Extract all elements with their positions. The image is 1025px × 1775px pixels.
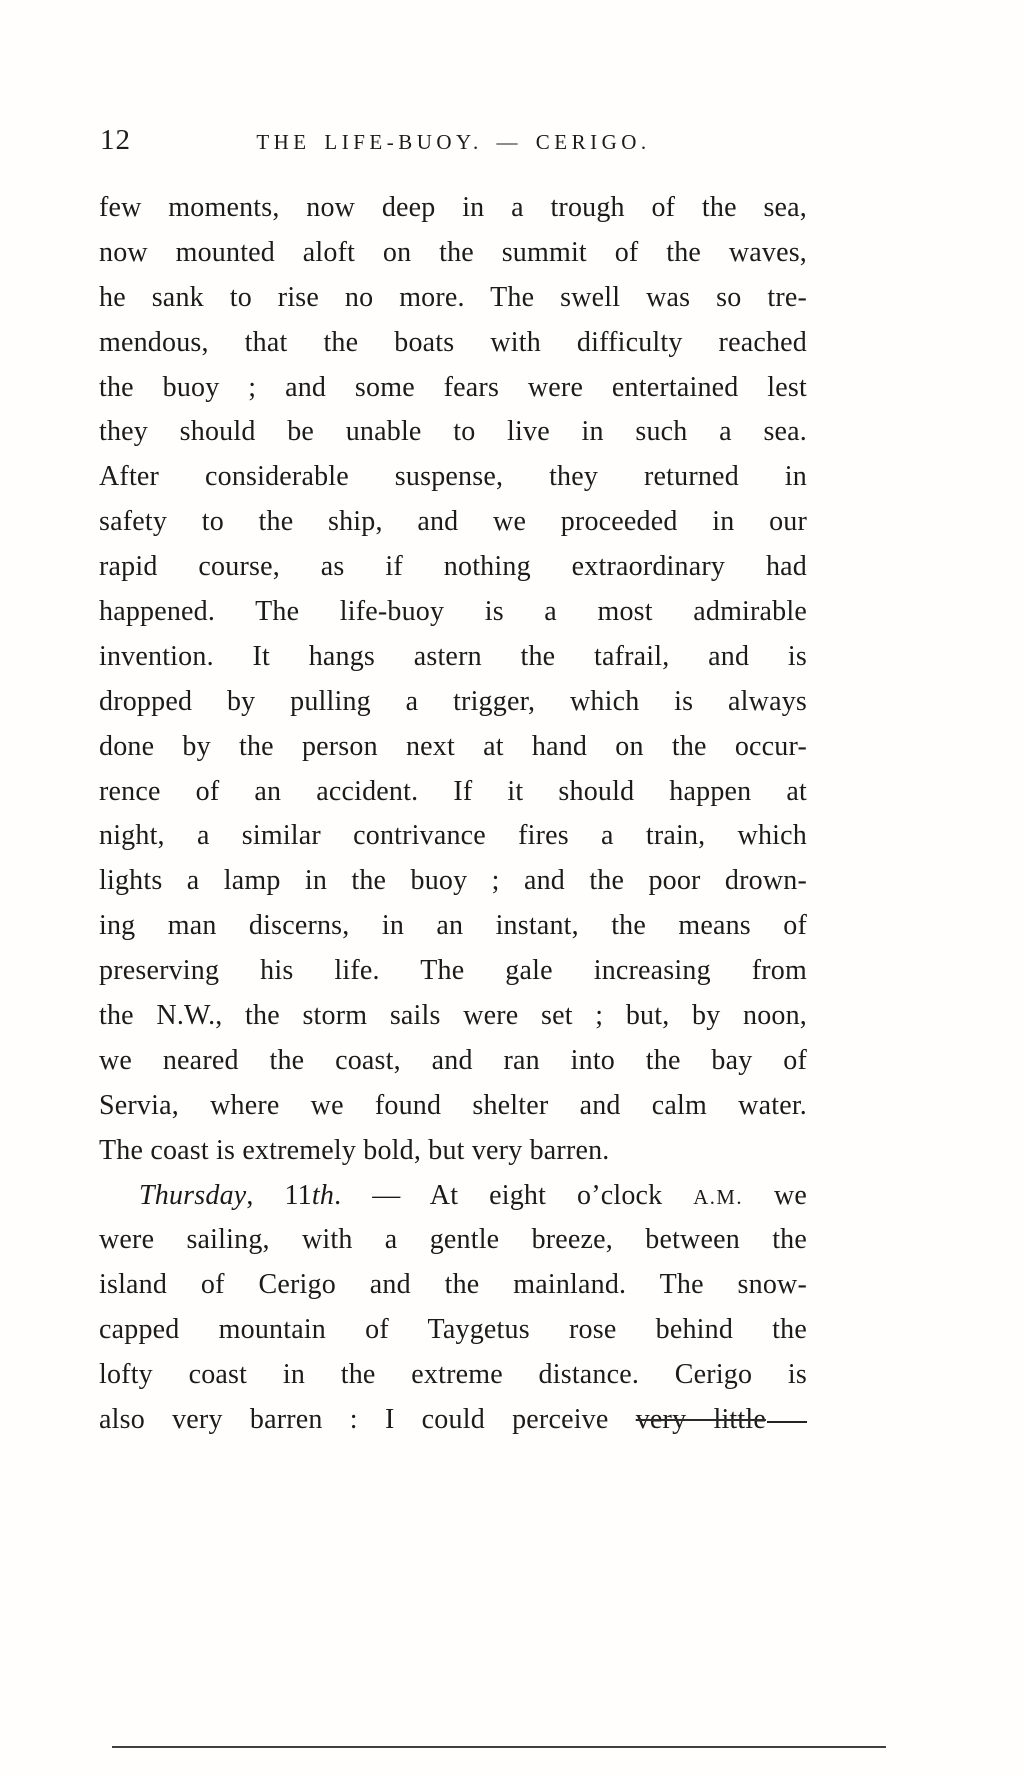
text-segment: safety to the ship, and we proceeded in our	[99, 506, 807, 538]
text-line	[99, 814, 807, 859]
text-line	[99, 680, 807, 725]
text-line	[99, 545, 807, 590]
text-segment: th	[311, 1179, 335, 1211]
text-line	[99, 949, 807, 994]
text-line	[99, 590, 807, 635]
page-header	[100, 124, 807, 157]
text-line	[99, 725, 807, 770]
text-segment: he sank to rise no more. The swell was so tre-	[99, 281, 807, 313]
text-segment: were sailing, with a gentle breeze, between the	[99, 1224, 807, 1256]
text-segment: . — At eight o’clock	[334, 1179, 694, 1211]
text-segment: happened. The life-buoy is a most admirable	[99, 596, 807, 628]
text-line	[99, 186, 807, 231]
text-segment: rapid course, as if nothing extraordinary had	[99, 551, 807, 583]
text-line	[99, 231, 807, 276]
text-segment: Thursday	[139, 1179, 247, 1211]
text-segment: they should be unable to live in such a sea.	[99, 416, 807, 448]
text-line	[99, 1263, 807, 1308]
text-line	[99, 635, 807, 680]
body-text	[99, 186, 807, 1443]
text-segment: we	[743, 1179, 807, 1211]
text-line	[99, 770, 807, 815]
text-line	[99, 1129, 807, 1174]
text-segment: preserving his life. The gale increasing from	[99, 955, 807, 987]
running-head: THE LIFE-BUOY. — CERIGO.	[256, 130, 651, 154]
text-line	[99, 904, 807, 949]
text-segment: now mounted aloft on the summit of the waves,	[99, 236, 807, 268]
text-segment: we neared the coast, and ran into the bay of	[99, 1044, 807, 1076]
page-number: 12	[100, 124, 131, 156]
strike-tail-rule	[767, 1421, 807, 1423]
text-segment: A.M.	[693, 1186, 744, 1209]
text-line	[99, 994, 807, 1039]
scan-edge-line	[112, 1746, 886, 1748]
text-line	[99, 1174, 807, 1219]
text-segment: lofty coast in the extreme distance. Cerigo is	[99, 1359, 807, 1391]
text-line	[99, 276, 807, 321]
text-line	[99, 1398, 807, 1443]
text-line	[99, 1218, 807, 1263]
struck-text: very little	[635, 1404, 766, 1436]
text-segment: invention. It hangs astern the tafrail, and is	[99, 640, 807, 672]
text-segment: the N.W., the storm sails were set ; but, by noon,	[99, 1000, 807, 1032]
text-segment: done by the person next at hand on the occur-	[99, 730, 807, 762]
text-segment: After considerable suspense, they returned in	[99, 461, 807, 493]
text-segment: also very barren : I could perceive	[99, 1404, 636, 1436]
text-segment: dropped by pulling a trigger, which is always	[99, 685, 807, 717]
text-segment: , 11	[246, 1179, 312, 1211]
text-line	[99, 321, 807, 366]
text-segment: ing man discerns, in an instant, the means of	[99, 910, 807, 942]
text-line	[99, 1039, 807, 1084]
text-line	[99, 455, 807, 500]
text-line	[99, 1084, 807, 1129]
text-segment: lights a lamp in the buoy ; and the poor drown-	[99, 865, 807, 897]
text-segment: the buoy ; and some fears were entertained lest	[99, 371, 807, 403]
text-line	[99, 1308, 807, 1353]
text-segment: few moments, now deep in a trough of the sea,	[99, 192, 807, 223]
text-line	[99, 500, 807, 545]
text-segment: mendous, that the boats with difficulty reached	[99, 326, 807, 358]
text-segment: capped mountain of Taygetus rose behind the	[99, 1314, 807, 1346]
text-line	[99, 859, 807, 904]
text-segment: night, a similar contrivance fires a train, which	[99, 820, 807, 852]
text-segment: Servia, where we found shelter and calm water.	[99, 1089, 807, 1121]
text-segment: rence of an accident. If it should happen at	[99, 775, 807, 807]
text-line	[99, 366, 807, 411]
text-line	[99, 410, 807, 455]
text-segment: The coast is extremely bold, but very barren.	[99, 1134, 610, 1166]
text-line	[99, 1353, 807, 1398]
text-segment: island of Cerigo and the mainland. The snow-	[99, 1269, 807, 1301]
